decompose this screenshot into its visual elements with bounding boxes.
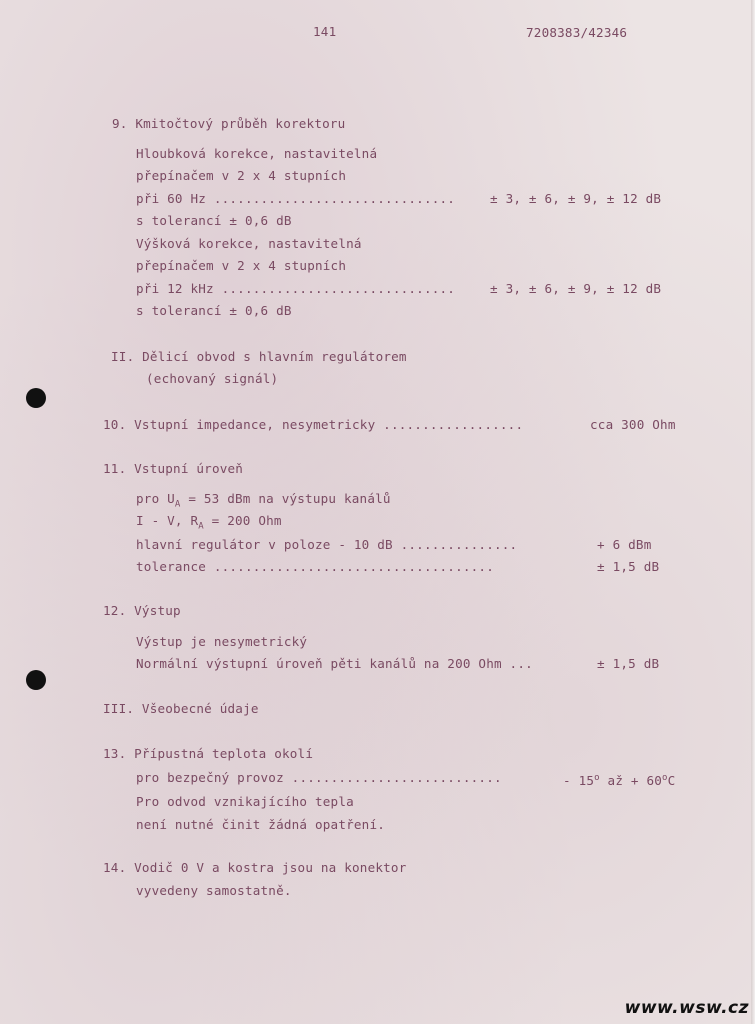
ua-value: = 53 dBm na výstupu kanálů <box>180 491 391 506</box>
document-number: 7208383/42346 <box>526 25 628 40</box>
input-impedance-value: cca 300 Ohm <box>590 417 676 432</box>
section-14-line-2: vyvedeny samostatně. <box>136 883 292 898</box>
treble-frequency: při 12 kHz .............................. <box>136 281 456 296</box>
treble-frequency-label: při 12 kHz <box>136 281 214 296</box>
main-regulator-label: hlavní regulátor v poloze - 10 dB <box>136 537 393 552</box>
temp-min: - 15 <box>563 773 595 789</box>
punch-hole-top <box>26 388 46 408</box>
temperature-range <box>563 770 675 789</box>
main-regulator-value: + 6 dBm <box>597 537 652 552</box>
bass-frequency-label: při 60 Hz <box>136 191 207 206</box>
ua-label: pro U <box>136 491 175 506</box>
website-watermark: www.wsw.cz <box>624 998 749 1018</box>
safe-operation-line: pro bezpečný provoz ........................... <box>136 770 502 785</box>
section-II-subtitle: (echovaný signál) <box>146 371 279 386</box>
output-line-2: Normální výstupní úroveň pěti kanálů na 200 Ohm ... <box>136 656 533 671</box>
ra-value: = 200 Ohm <box>203 513 282 528</box>
page-number: 141 <box>313 24 337 39</box>
temp-max: až + 60 <box>599 773 663 789</box>
section-14-line-1: 14. Vodič 0 V a kostra jsou na konektor <box>103 860 407 875</box>
tolerance-value: ± 1,5 dB <box>597 559 660 574</box>
punch-hole-bottom <box>26 670 46 690</box>
tolerance-line: tolerance .................................... <box>136 559 494 574</box>
tolerance-label: tolerance <box>136 559 207 574</box>
degree-sign-1: o <box>594 773 600 783</box>
section-II-title: II. Dělicí obvod s hlavním regulátorem <box>111 349 407 364</box>
bass-frequency: při 60 Hz ............................... <box>136 191 456 206</box>
bass-value: ± 3, ± 6, ± 9, ± 12 dB <box>490 191 662 206</box>
section-13-title: 13. Přípustná teplota okolí <box>103 746 314 761</box>
main-regulator-line: hlavní regulátor v poloze - 10 dB ............... <box>136 537 518 552</box>
treble-line-1: Výšková korekce, nastavitelná <box>136 236 362 251</box>
input-level-line-2 <box>136 513 282 535</box>
output-value: ± 1,5 dB <box>597 656 660 671</box>
heat-dissipation-line-1: Pro odvod vznikajícího tepla <box>136 794 354 809</box>
section-11-title: 11. Vstupní úroveň <box>103 461 244 476</box>
treble-tolerance: s tolerancí ± 0,6 dB <box>136 303 292 318</box>
treble-line-2: přepínačem v 2 x 4 stupních <box>136 258 347 273</box>
celsius-unit: C <box>667 773 676 789</box>
input-impedance-label: 10. Vstupní impedance, nesymetricky <box>103 417 376 432</box>
bass-line-2: přepínačem v 2 x 4 stupních <box>136 168 347 183</box>
degree-sign-2: o <box>662 773 668 783</box>
bass-tolerance: s tolerancí ± 0,6 dB <box>136 213 292 228</box>
section-10: 10. Vstupní impedance, nesymetricky .................. <box>103 417 524 432</box>
treble-value: ± 3, ± 6, ± 9, ± 12 dB <box>490 281 662 296</box>
safe-operation-label: pro bezpečný provoz <box>136 770 284 785</box>
output-line-1: Výstup je nesymetrický <box>136 634 308 649</box>
page-edge <box>751 0 755 1024</box>
bass-line-1: Hloubková korekce, nastavitelná <box>136 146 378 161</box>
input-level-line-1 <box>136 491 391 513</box>
ra-label: I - V, R <box>136 513 199 528</box>
section-9-title: 9. Kmitočtový průběh korektoru <box>112 116 346 131</box>
ra-subscript: A <box>198 521 204 532</box>
ua-subscript: A <box>174 499 181 510</box>
section-12-title: 12. Výstup <box>103 603 181 618</box>
section-III-title: III. Všeobecné údaje <box>103 701 259 716</box>
heat-dissipation-line-2: není nutné činit žádná opatření. <box>136 817 386 832</box>
